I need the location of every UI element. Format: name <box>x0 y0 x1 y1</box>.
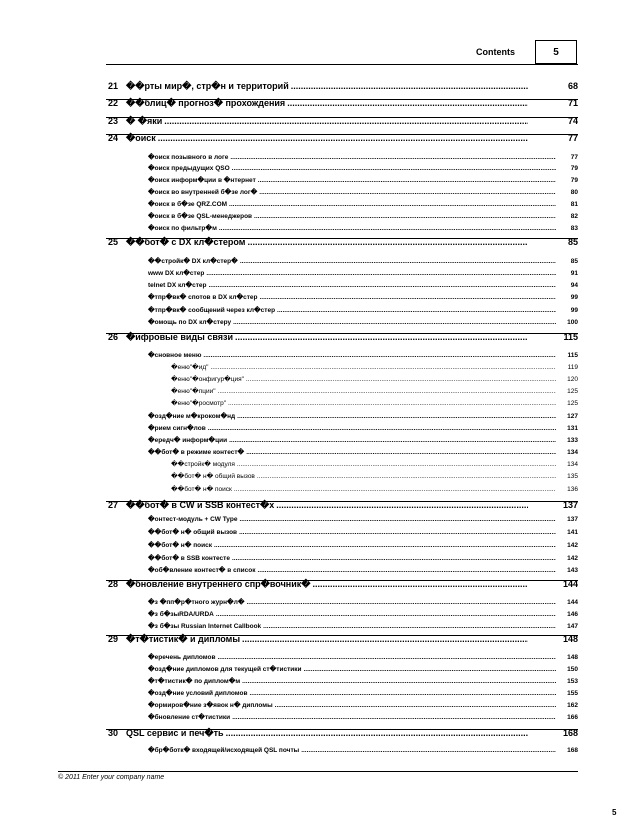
toc-section-entry[interactable] <box>148 306 578 314</box>
entry-title: �оиск <box>126 133 156 143</box>
entry-page-number: 142 <box>567 542 578 549</box>
entry-title: �омощь по DX кл�стеру <box>148 319 232 326</box>
toc-chapter-entry[interactable] <box>108 579 578 590</box>
entry-title: ��бот� н� поиск <box>171 486 232 493</box>
dot-leader <box>304 666 557 673</box>
entry-title: �об�вление контест� в список <box>148 567 256 574</box>
dot-leader <box>214 542 556 549</box>
entry-page-number: 131 <box>567 425 578 432</box>
dot-leader <box>246 376 556 383</box>
chapter-number: 26 <box>108 332 119 342</box>
dot-leader <box>246 449 556 456</box>
toc-chapter-entry[interactable] <box>108 728 578 739</box>
entry-title: �еню"�ид" <box>171 364 209 371</box>
entry-title: �т�тистик� и дипломы <box>126 634 241 644</box>
chapter-number: 29 <box>108 634 119 644</box>
entry-title: �озд�ние условий дипломов <box>148 690 248 697</box>
dot-leader <box>276 500 528 510</box>
entry-title: �оиск в б�зе QRZ.COM <box>148 201 228 208</box>
toc-section-entry[interactable] <box>148 701 578 709</box>
entry-title: �з б�зы Russian Internet Callbook <box>148 623 262 630</box>
toc-section-entry[interactable] <box>171 387 578 395</box>
entry-page-number: 134 <box>567 461 578 468</box>
toc-section-entry[interactable] <box>148 622 578 630</box>
toc-section-entry[interactable] <box>171 399 578 407</box>
entry-title: �оиск по фильтр�м <box>148 225 217 232</box>
entry-page-number: 147 <box>567 623 578 630</box>
header-page-box: 5 <box>535 40 577 64</box>
entry-page-number: 133 <box>567 437 578 444</box>
chapter-number: 28 <box>108 579 119 589</box>
dot-leader <box>247 599 557 606</box>
toc-section-entry[interactable] <box>148 598 578 606</box>
dot-leader <box>237 413 556 420</box>
entry-page-number: 120 <box>567 376 578 383</box>
entry-page-number: 148 <box>567 654 578 661</box>
entry-page-number: 135 <box>567 473 578 480</box>
entry-title: �онтест-модуль + CW Type <box>148 516 238 523</box>
dot-leader <box>247 237 528 247</box>
chapter-number: 22 <box>108 98 119 108</box>
chapter-number: 27 <box>108 500 119 510</box>
toc-chapter-entry[interactable] <box>108 116 578 127</box>
entry-title: ��бот� н� общий вызов <box>148 529 238 536</box>
entry-page-number: 68 <box>567 81 578 91</box>
dot-leader <box>164 116 528 126</box>
dot-leader <box>229 437 556 444</box>
header-rule <box>106 64 578 65</box>
entry-title: �еню"�онфигур�ция" <box>171 376 244 383</box>
dot-leader <box>242 678 556 685</box>
toc-section-entry[interactable] <box>148 713 578 721</box>
entry-title: �т�тистик� по диплом�м <box>148 678 241 685</box>
dot-leader <box>228 400 556 407</box>
dot-leader <box>257 567 556 574</box>
entry-title: �оиск во внутренней б�зе лог� <box>148 189 258 196</box>
dot-leader <box>233 319 556 326</box>
entry-page-number: 115 <box>567 352 578 359</box>
dot-leader <box>301 747 556 754</box>
entry-title: ��рты мир�, стр�н и территорий <box>126 81 289 91</box>
entry-page-number: 85 <box>567 237 578 247</box>
entry-title: ��бот� н� общий вызов <box>171 473 255 480</box>
dot-leader <box>210 364 556 371</box>
entry-page-number: 148 <box>562 634 578 644</box>
footer-copyright: © 2011 Enter your company name <box>58 774 165 781</box>
toc-section-entry[interactable] <box>148 528 578 536</box>
toc-section-entry[interactable] <box>148 448 578 456</box>
chapter-number: 30 <box>108 728 119 738</box>
toc-section-entry[interactable] <box>148 269 578 277</box>
entry-page-number: 168 <box>562 728 578 738</box>
chapter-number: 25 <box>108 237 119 247</box>
dot-leader <box>242 634 528 644</box>
toc-section-entry[interactable] <box>148 541 578 549</box>
dot-leader <box>158 133 528 143</box>
toc-section-entry[interactable] <box>148 515 578 523</box>
entry-page-number: 153 <box>567 678 578 685</box>
toc-section-entry[interactable] <box>148 293 578 301</box>
entry-page-number: 77 <box>570 154 578 161</box>
entry-title: �ередч� информ�ции <box>148 437 228 444</box>
toc-section-entry[interactable] <box>171 472 578 480</box>
dot-leader <box>232 165 556 172</box>
toc-section-entry[interactable] <box>148 188 578 196</box>
entry-title: ��бот� н� поиск <box>148 542 212 549</box>
entry-title: ��стройк� DX кл�стер� <box>148 258 238 265</box>
toc-section-entry[interactable] <box>148 665 578 673</box>
dot-leader <box>218 654 557 661</box>
chapter-number: 21 <box>108 81 119 91</box>
entry-page-number: 127 <box>567 413 578 420</box>
entry-page-number: 144 <box>562 579 578 589</box>
dot-leader <box>229 201 556 208</box>
toc-section-entry[interactable] <box>148 566 578 574</box>
entry-title: �бновление ст�тистики <box>148 714 231 721</box>
entry-page-number: 125 <box>567 400 578 407</box>
entry-page-number: 91 <box>570 270 578 277</box>
entry-title: ��бот� в SSB контесте <box>148 555 230 562</box>
entry-page-number: 99 <box>570 294 578 301</box>
entry-page-number: 79 <box>570 165 578 172</box>
toc-section-entry[interactable] <box>148 746 578 754</box>
toc-section-entry[interactable] <box>148 677 578 685</box>
dot-leader <box>206 270 556 277</box>
entry-page-number: 137 <box>562 500 578 510</box>
dot-leader <box>203 352 556 359</box>
entry-page-number: 81 <box>570 201 578 208</box>
entry-page-number: 146 <box>567 611 578 618</box>
dot-leader <box>254 213 556 220</box>
entry-page-number: 94 <box>570 282 578 289</box>
entry-title: �з �пп�р�тного журн�л� <box>148 599 245 606</box>
entry-title: �оиск позывного в логе <box>148 154 229 161</box>
entry-page-number: 85 <box>570 258 578 265</box>
entry-title: �сновное меню <box>148 352 202 359</box>
toc-chapter-entry[interactable] <box>108 332 578 343</box>
entry-page-number: 166 <box>567 714 578 721</box>
toc-chapter-entry[interactable] <box>108 133 578 144</box>
entry-page-number: 137 <box>567 516 578 523</box>
toc-section-entry[interactable] <box>148 164 578 172</box>
toc-section-entry[interactable] <box>148 351 578 359</box>
dot-leader <box>216 611 556 618</box>
entry-page-number: 134 <box>567 449 578 456</box>
entry-page-number: 80 <box>570 189 578 196</box>
entry-page-number: 100 <box>567 319 578 326</box>
toc-section-entry[interactable] <box>148 176 578 184</box>
entry-page-number: 144 <box>567 599 578 606</box>
entry-page-number: 99 <box>570 307 578 314</box>
dot-leader <box>291 81 528 91</box>
toc-section-entry[interactable] <box>148 224 578 232</box>
entry-page-number: 141 <box>567 529 578 536</box>
toc-chapter-entry[interactable] <box>108 81 578 92</box>
entry-page-number: 142 <box>567 555 578 562</box>
entry-page-number: 143 <box>567 567 578 574</box>
entry-title: �рием сигн�лов <box>148 425 206 432</box>
entry-page-number: 71 <box>567 98 578 108</box>
toc-section-entry[interactable] <box>148 200 578 208</box>
dot-leader <box>232 714 556 721</box>
footer-rule <box>58 771 578 772</box>
entry-title: �еню"�росмотр" <box>171 400 227 407</box>
toc-section-entry[interactable] <box>148 212 578 220</box>
entry-title: �озд�ние дипломов для текущей ст�тистики <box>148 666 302 673</box>
entry-page-number: 136 <box>567 486 578 493</box>
entry-title: �еню"�пции" <box>171 388 216 395</box>
dot-leader <box>277 307 556 314</box>
entry-title: �озд�ние м�кроком�нд <box>148 413 236 420</box>
entry-title: www DX кл�стер <box>148 270 205 277</box>
toc-section-entry[interactable] <box>148 281 578 289</box>
dot-leader <box>240 258 556 265</box>
dot-leader <box>237 461 556 468</box>
dot-leader <box>239 516 556 523</box>
entry-page-number: 155 <box>567 690 578 697</box>
entry-title: � �яки <box>126 116 163 126</box>
entry-page-number: 168 <box>567 747 578 754</box>
toc-section-entry[interactable] <box>148 554 578 562</box>
toc-section-entry[interactable] <box>148 257 578 265</box>
toc-chapter-entry[interactable] <box>108 237 578 248</box>
entry-title: ��бот� в CW и SSB контест�х <box>126 500 275 510</box>
entry-title: QSL сервис и печ�ть <box>126 728 224 738</box>
toc-section-entry[interactable] <box>148 610 578 618</box>
toc-section-entry[interactable] <box>148 318 578 326</box>
dot-leader <box>249 690 556 697</box>
dot-leader <box>258 177 556 184</box>
entry-title: �оиск в б�зе QSL-менеджеров <box>148 213 253 220</box>
entry-page-number: 74 <box>567 116 578 126</box>
toc-section-entry[interactable] <box>148 436 578 444</box>
entry-title: ��бот� с DX кл�стером <box>126 237 246 247</box>
toc-section-entry[interactable] <box>171 460 578 468</box>
entry-title: �оиск информ�ции в �нтернет <box>148 177 256 184</box>
toc-chapter-entry[interactable] <box>108 500 578 511</box>
dot-leader <box>230 154 556 161</box>
toc-section-entry[interactable] <box>148 689 578 697</box>
dot-leader <box>218 388 556 395</box>
dot-leader <box>257 473 556 480</box>
dot-leader <box>209 282 557 289</box>
dot-leader <box>313 579 529 589</box>
page-number: 5 <box>612 808 617 817</box>
toc-section-entry[interactable] <box>148 153 578 161</box>
entry-title: �ормиров�ние з�явок н� дипломы <box>148 702 273 709</box>
dot-leader <box>226 728 528 738</box>
entry-title: ��стройк� модуля <box>171 461 235 468</box>
dot-leader <box>239 529 556 536</box>
dot-leader <box>219 225 556 232</box>
entry-title: �еречень дипломов <box>148 654 216 661</box>
entry-title: �оиск предыдущих QSO <box>148 165 230 172</box>
toc-section-entry[interactable] <box>148 424 578 432</box>
entry-page-number: 79 <box>570 177 578 184</box>
entry-title: ��блиц� прогноз� прохождения <box>126 98 286 108</box>
chapter-number: 23 <box>108 116 119 126</box>
entry-title: telnet DX кл�стер <box>148 282 207 289</box>
toc-section-entry[interactable] <box>171 375 578 383</box>
dot-leader <box>263 623 556 630</box>
entry-title: �тпр�вк� сообщений через кл�стер <box>148 307 276 314</box>
dot-leader <box>260 294 557 301</box>
entry-page-number: 150 <box>567 666 578 673</box>
dot-leader <box>275 702 556 709</box>
dot-leader <box>234 486 556 493</box>
toc-section-entry[interactable] <box>171 363 578 371</box>
toc-chapter-entry[interactable] <box>108 634 578 645</box>
dot-leader <box>232 555 556 562</box>
header-label: Contents <box>476 47 515 57</box>
dot-leader <box>235 332 528 342</box>
toc-section-entry[interactable] <box>148 412 578 420</box>
entry-page-number: 77 <box>567 133 578 143</box>
entry-title: �тпр�вк� спотов в DX кл�стер <box>148 294 258 301</box>
toc-section-entry[interactable] <box>171 485 578 493</box>
entry-title: �з б�зыRDA/URDA <box>148 611 214 618</box>
dot-leader <box>259 189 556 196</box>
entry-page-number: 83 <box>570 225 578 232</box>
entry-page-number: 82 <box>570 213 578 220</box>
entry-page-number: 162 <box>567 702 578 709</box>
entry-title: �бновление внутреннего спр�вочник� <box>126 579 311 589</box>
entry-title: �ифровые виды связи <box>126 332 233 342</box>
chapter-number: 24 <box>108 133 119 143</box>
entry-page-number: 115 <box>563 332 578 342</box>
dot-leader <box>287 98 528 108</box>
toc-chapter-entry[interactable] <box>108 98 578 109</box>
dot-leader <box>208 425 556 432</box>
toc-section-entry[interactable] <box>148 653 578 661</box>
entry-page-number: 125 <box>567 388 578 395</box>
entry-title: ��бот� в режиме контест� <box>148 449 245 456</box>
entry-title: �бр�ботк� входящей/исходящей QSL почты <box>148 747 300 754</box>
entry-page-number: 119 <box>567 364 578 371</box>
